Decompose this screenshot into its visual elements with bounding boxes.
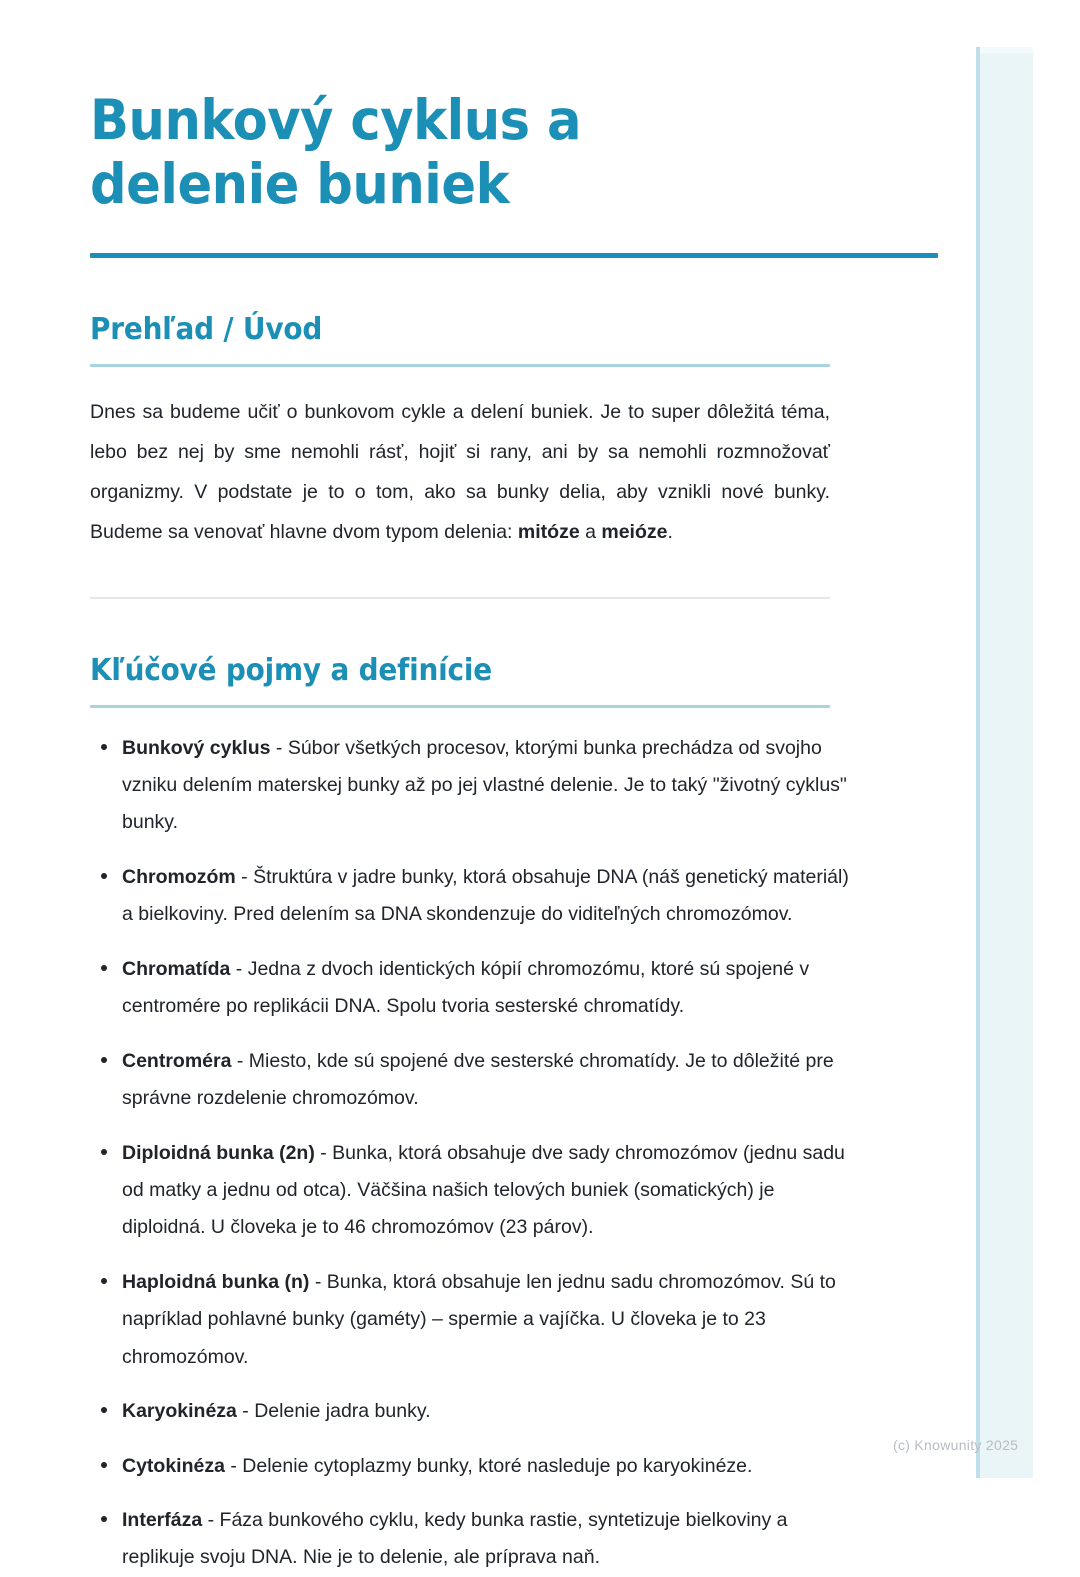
bullet-icon <box>101 744 107 750</box>
bullet-icon <box>101 1407 107 1413</box>
bullet-icon <box>101 965 107 971</box>
key-terms-list <box>90 730 850 1577</box>
term-definition: - Jedna z dvoch identických kópií chromozómu, ktoré sú spojené v centromére po replikácii DNA. Spolu tvoria sesterské chromatídy. <box>122 957 810 1018</box>
term-label: Diploidná bunka (2n) <box>122 1141 315 1164</box>
term-definition: - Súbor všetkých procesov, ktorými bunka prechádza od svojho vzniku delením materskej bunky až po jej vlastné delenie. Je to taký "životný cyklus" bunky. <box>122 736 847 834</box>
section-prehlad-uvod <box>90 312 938 599</box>
term-label: Cytokinéza <box>122 1454 225 1477</box>
term-label: Chromatída <box>122 957 231 980</box>
section-heading: Kľúčové pojmy a definície <box>90 652 493 688</box>
section-klucove-pojmy <box>90 653 938 1577</box>
term-label: Bunkový cyklus <box>122 736 271 759</box>
term-definition: - Bunka, ktorá obsahuje dve sady chromozómov (jednu sadu od matky a jednu od otca). Väčšina našich telových buniek (somatických) je diploidná. U človeka je to 46 chromozómov (23 párov). <box>122 1141 845 1239</box>
term-definition: - Štruktúra v jadre bunky, ktorá obsahuje DNA (náš genetický materiál) a bielkoviny. Pred delením sa DNA skondenzuje do viditeľných chromozómov. <box>122 865 849 926</box>
emphasized-term: mitóze <box>517 520 580 543</box>
bullet-icon <box>101 1516 107 1522</box>
list-item <box>90 1043 850 1118</box>
bullet-icon <box>101 873 107 879</box>
list-item <box>90 951 850 1026</box>
term-definition: - Delenie jadra bunky. <box>236 1400 431 1423</box>
term-label: Chromozóm <box>122 865 236 888</box>
term-definition: - Bunka, ktorá obsahuje len jednu sadu chromozómov. Sú to napríklad pohlavné bunky (gaméty) – spermie a vajíčka. U človeka je to 23 chromozómov. <box>122 1270 836 1368</box>
term-definition: - Miesto, kde sú spojené dve sesterské chromatídy. Je to dôležité pre správne rozdelenie chromozómov. <box>122 1049 834 1110</box>
term-label: Haploidná bunka (n) <box>122 1270 310 1293</box>
title-divider <box>90 253 938 258</box>
bullet-icon <box>101 1462 107 1468</box>
bullet-icon <box>101 1057 107 1063</box>
list-item <box>90 730 850 842</box>
side-strip-highlight <box>980 47 1033 53</box>
section-heading-divider <box>90 364 830 367</box>
list-item <box>90 859 850 934</box>
page-side-strip <box>976 47 1033 1478</box>
section-heading: Prehľad / Úvod <box>90 311 323 347</box>
section-heading-divider <box>90 705 830 708</box>
term-label: Interfáza <box>122 1509 203 1531</box>
document-content <box>90 88 938 1577</box>
section-divider <box>90 597 830 599</box>
term-label: Centroméra <box>122 1049 232 1072</box>
emphasized-term: meióze <box>601 520 668 543</box>
bullet-icon <box>101 1149 107 1155</box>
copyright-watermark: (c) Knowunity 2025 <box>893 1437 1019 1453</box>
term-label: Karyokinéza <box>122 1400 237 1423</box>
term-definition: - Fáza bunkového cyklu, kedy bunka rastie, syntetizuje bielkoviny a replikuje svoju DNA. Nie je to delenie, ale príprava naň. <box>122 1509 788 1569</box>
term-definition: - Delenie cytoplazmy bunky, ktoré nasleduje po karyokinéze. <box>224 1454 753 1477</box>
list-item <box>90 1502 850 1577</box>
list-item <box>90 1264 850 1376</box>
paragraph-text: a <box>579 520 602 543</box>
list-item <box>90 1135 850 1247</box>
paragraph-text: Dnes sa budeme učiť o bunkovom cykle a delení buniek. Je to super dôležitá téma, lebo bez nej by sme nemohli rásť, hojiť si rany, ani by sa nemohli rozmnožovať organizmy. V podstate je to o tom, ako sa bunky delia, aby vznikli nové bunky. Budeme sa venovať hlavne dvom typom delenia: <box>90 400 830 543</box>
list-item <box>90 1393 850 1430</box>
intro-paragraph <box>90 393 830 553</box>
bullet-icon <box>101 1278 107 1284</box>
page-title: Bunkový cyklus a delenie buniek <box>90 88 582 217</box>
paragraph-text: . <box>667 520 673 543</box>
list-item <box>90 1448 850 1485</box>
